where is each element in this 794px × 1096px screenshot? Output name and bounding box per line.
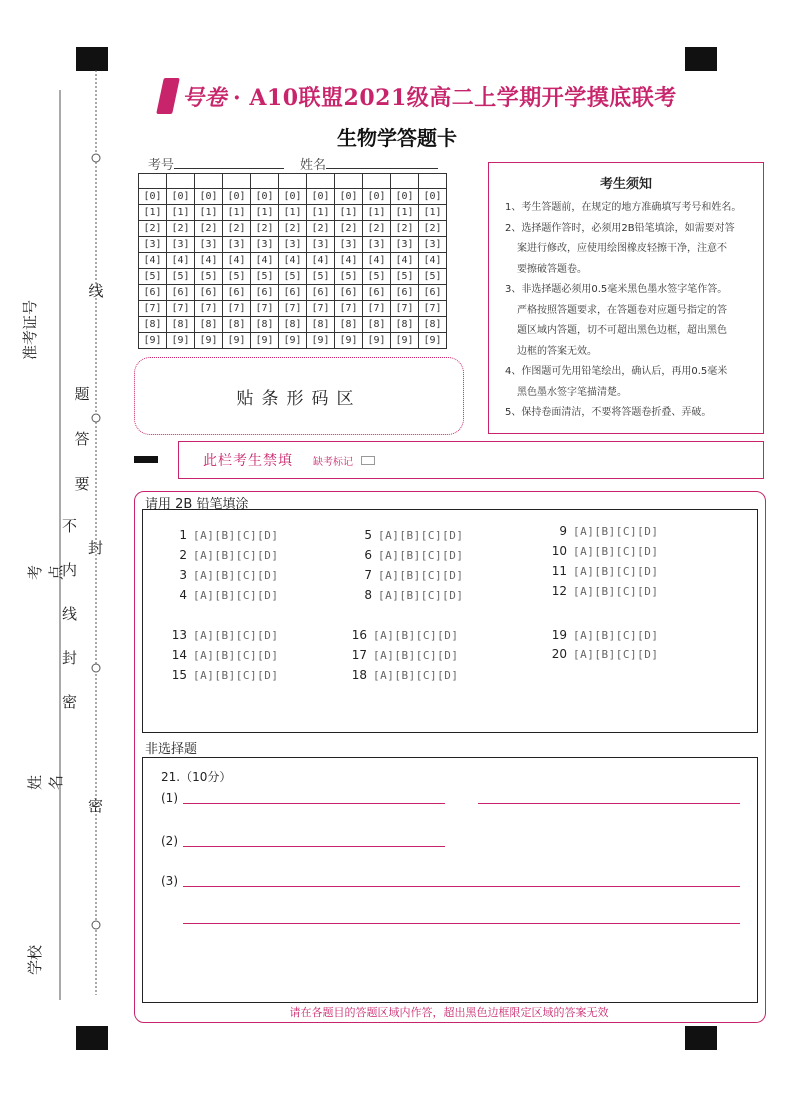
digit-bubble[interactable]: [9] [363, 333, 391, 349]
digit-bubble[interactable]: [0] [391, 189, 419, 205]
digit-bubble[interactable]: [3] [363, 237, 391, 253]
digit-entry-cell[interactable] [139, 174, 167, 189]
mc-question-15 [163, 668, 278, 682]
question-number: 1 [179, 528, 187, 542]
seal-char: 要 [74, 475, 90, 493]
digit-entry-cell[interactable] [251, 174, 279, 189]
seal-char: 封 [88, 539, 104, 557]
answer-options[interactable]: [A][B][C][D] [193, 628, 279, 642]
answer-options[interactable]: [A][B][C][D] [378, 528, 464, 542]
digit-bubble[interactable]: [5] [335, 269, 363, 285]
digit-bubble[interactable]: [2] [363, 221, 391, 237]
seal-char: 不 [62, 517, 78, 535]
notice-item: 1、考生答题前，在规定的地方准确填写考号和姓名。 [505, 202, 742, 213]
digit-bubble[interactable]: [2] [335, 221, 363, 237]
digit-entry-cell[interactable] [279, 174, 307, 189]
question-21-label: 21.（10分） [161, 770, 232, 784]
brand-logo-icon [156, 78, 180, 114]
digit-bubble[interactable]: [5] [391, 269, 419, 285]
name-label: 姓名 [300, 158, 327, 173]
mc-question-13 [163, 628, 278, 642]
seal-char: 答 [74, 430, 90, 448]
question-number: 3 [179, 568, 187, 582]
digit-bubble[interactable]: [9] [167, 333, 195, 349]
seal-char: 线 [88, 282, 104, 300]
digit-bubble[interactable]: [7] [391, 301, 419, 317]
mc-question-6 [348, 548, 463, 562]
question-number: 16 [351, 628, 367, 642]
digit-bubble[interactable]: [7] [139, 301, 167, 317]
notice-item: 5、保持卷面清洁，不要将答题卷折叠、弄破。 [505, 407, 712, 418]
part-3-label: (3) [161, 874, 178, 888]
digit-entry-cell[interactable] [223, 174, 251, 189]
digit-bubble[interactable]: [6] [279, 285, 307, 301]
digit-bubble[interactable]: [2] [195, 221, 223, 237]
mc-question-16 [343, 628, 458, 642]
mc-question-9 [543, 524, 658, 538]
digit-bubble[interactable]: [0] [195, 189, 223, 205]
absent-mark-checkbox[interactable] [361, 456, 375, 465]
part-2-label: (2) [161, 834, 178, 848]
digit-bubble[interactable]: [7] [419, 301, 447, 317]
digit-bubble[interactable]: [2] [391, 221, 419, 237]
digit-bubble[interactable]: [9] [223, 333, 251, 349]
digit-bubble[interactable]: [8] [335, 317, 363, 333]
digit-bubble[interactable]: [1] [419, 205, 447, 221]
digit-bubble[interactable]: [0] [363, 189, 391, 205]
digit-bubble[interactable]: [1] [167, 205, 195, 221]
answer-options[interactable]: [A][B][C][D] [373, 668, 459, 682]
digit-bubble[interactable]: [0] [223, 189, 251, 205]
part-3-answer-line-a[interactable] [183, 886, 740, 887]
digit-bubble[interactable]: [4] [139, 253, 167, 269]
answer-options[interactable]: [A][B][C][D] [193, 588, 279, 602]
label-name: 姓名 [26, 754, 65, 790]
digit-bubble[interactable]: [0] [167, 189, 195, 205]
digit-bubble[interactable]: [6] [363, 285, 391, 301]
question-number: 10 [551, 544, 567, 558]
digit-bubble[interactable]: [1] [139, 205, 167, 221]
answer-options[interactable]: [A][B][C][D] [378, 548, 464, 562]
seal-char: 线 [62, 605, 78, 623]
digit-bubble[interactable]: [9] [419, 333, 447, 349]
digit-bubble[interactable]: [4] [167, 253, 195, 269]
seal-char: 封 [62, 649, 78, 667]
digit-bubble[interactable]: [6] [167, 285, 195, 301]
digit-entry-cell[interactable] [391, 174, 419, 189]
digit-bubble[interactable]: [5] [251, 269, 279, 285]
label-exam-id: 准考证号 [21, 299, 39, 360]
digit-bubble[interactable]: [4] [363, 253, 391, 269]
mc-question-1 [163, 528, 278, 542]
digit-bubble[interactable]: [4] [279, 253, 307, 269]
digit-bubble[interactable]: [6] [223, 285, 251, 301]
question-number: 2 [179, 548, 187, 562]
digit-bubble[interactable]: [2] [223, 221, 251, 237]
digit-bubble[interactable]: [7] [195, 301, 223, 317]
mc-question-14 [163, 648, 278, 662]
digit-bubble[interactable]: [7] [167, 301, 195, 317]
digit-bubble[interactable]: [6] [391, 285, 419, 301]
corner-marker-bottom-right [685, 1026, 717, 1050]
question-number: 6 [364, 548, 372, 562]
digit-bubble[interactable]: [2] [139, 221, 167, 237]
answer-options[interactable]: [A][B][C][D] [193, 668, 279, 682]
digit-bubble[interactable]: [8] [139, 317, 167, 333]
digit-bubble[interactable]: [0] [307, 189, 335, 205]
digit-bubble[interactable]: [9] [279, 333, 307, 349]
part-1-label: (1) [161, 791, 178, 805]
mc-question-7 [348, 568, 463, 582]
mc-question-2 [163, 548, 278, 562]
digit-bubble[interactable]: [0] [139, 189, 167, 205]
mc-question-8 [348, 588, 463, 602]
notice-item: 2、选择题作答时，必须用2B铅笔填涂，如需要对答 [505, 222, 735, 234]
question-number: 19 [551, 628, 567, 642]
question-number: 7 [364, 568, 372, 582]
seal-char: 密 [88, 797, 104, 815]
digit-bubble[interactable]: [8] [391, 317, 419, 333]
digit-bubble[interactable]: [4] [195, 253, 223, 269]
digit-entry-cell[interactable] [335, 174, 363, 189]
mc-question-11 [543, 564, 658, 578]
digit-bubble[interactable]: [9] [195, 333, 223, 349]
question-number: 18 [351, 668, 367, 682]
digit-bubble[interactable]: [8] [307, 317, 335, 333]
mc-question-20 [543, 647, 658, 661]
multiple-choice-box [142, 509, 758, 733]
footer-warning: 请在各题目的答题区域内作答，超出黑色边框限定区域的答案无效 [289, 1006, 609, 1019]
digit-entry-cell[interactable] [195, 174, 223, 189]
digit-bubble[interactable]: [3] [335, 237, 363, 253]
digit-bubble[interactable]: [3] [167, 237, 195, 253]
digit-bubble[interactable]: [3] [307, 237, 335, 253]
digit-bubble[interactable]: [7] [279, 301, 307, 317]
digit-bubble[interactable]: [1] [307, 205, 335, 221]
question-number: 20 [551, 647, 567, 661]
part-1-answer-line-a[interactable] [183, 803, 445, 804]
digit-bubble[interactable]: [1] [363, 205, 391, 221]
digit-bubble[interactable]: [5] [139, 269, 167, 285]
nonmc-section-label: 非选择题 [145, 742, 198, 757]
digit-bubble[interactable]: [1] [251, 205, 279, 221]
staff-only-label: 此栏考生禁填 [203, 453, 293, 469]
seal-char: 密 [62, 693, 78, 711]
notice-item: 3、非选择题必须用0.5毫米黑色墨水签字笔作答。 [505, 284, 728, 295]
digit-bubble[interactable]: [5] [195, 269, 223, 285]
question-number: 5 [364, 528, 372, 542]
digit-bubble[interactable]: [4] [223, 253, 251, 269]
answer-options[interactable]: [A][B][C][D] [573, 628, 659, 642]
exam-number-bubble-grid[interactable] [138, 173, 447, 349]
part-2-answer-line[interactable] [183, 846, 445, 847]
digit-bubble[interactable]: [9] [335, 333, 363, 349]
digit-bubble[interactable]: [6] [335, 285, 363, 301]
answer-options[interactable]: [A][B][C][D] [573, 647, 659, 661]
answer-options[interactable]: [A][B][C][D] [193, 548, 279, 562]
exam-number-label: 考号 [148, 158, 175, 173]
digit-bubble[interactable]: [4] [391, 253, 419, 269]
digit-entry-cell[interactable] [363, 174, 391, 189]
notice-title: 考生须知 [599, 177, 652, 192]
notice-item: 黑色墨水签字笔描清楚。 [517, 386, 627, 398]
digit-bubble[interactable]: [1] [223, 205, 251, 221]
answer-options[interactable]: [A][B][C][D] [573, 524, 659, 538]
question-number: 15 [171, 668, 187, 682]
digit-bubble[interactable]: [6] [251, 285, 279, 301]
answer-options[interactable]: [A][B][C][D] [193, 568, 279, 582]
digit-bubble[interactable]: [8] [195, 317, 223, 333]
mc-question-10 [543, 544, 658, 558]
digit-bubble[interactable]: [8] [419, 317, 447, 333]
question-number: 8 [364, 588, 372, 602]
section-marker [134, 456, 158, 463]
digit-bubble[interactable]: [0] [251, 189, 279, 205]
digit-bubble[interactable]: [3] [195, 237, 223, 253]
part-1-answer-line-b[interactable] [478, 803, 740, 804]
digit-bubble[interactable]: [9] [139, 333, 167, 349]
notice-item: 要擦破答题卷。 [517, 263, 587, 275]
label-exam-site: 考点 [26, 544, 65, 580]
digit-bubble[interactable]: [7] [251, 301, 279, 317]
digit-bubble[interactable]: [6] [307, 285, 335, 301]
digit-bubble[interactable]: [5] [363, 269, 391, 285]
non-choice-box [142, 757, 758, 1003]
question-number: 13 [171, 628, 187, 642]
answer-options[interactable]: [A][B][C][D] [378, 588, 464, 602]
digit-bubble[interactable]: [7] [307, 301, 335, 317]
digit-bubble[interactable]: [9] [251, 333, 279, 349]
answer-options[interactable]: [A][B][C][D] [373, 628, 459, 642]
digit-bubble[interactable]: [2] [167, 221, 195, 237]
mc-question-19 [543, 628, 658, 642]
digit-bubble[interactable]: [4] [251, 253, 279, 269]
digit-bubble[interactable]: [5] [419, 269, 447, 285]
digit-bubble[interactable]: [1] [195, 205, 223, 221]
answer-options[interactable]: [A][B][C][D] [378, 568, 464, 582]
exam-title [160, 76, 720, 116]
digit-bubble[interactable]: [4] [307, 253, 335, 269]
brand-logo-text: 号卷 [182, 84, 228, 111]
digit-bubble[interactable]: [3] [279, 237, 307, 253]
digit-bubble[interactable]: [0] [279, 189, 307, 205]
digit-bubble[interactable]: [2] [307, 221, 335, 237]
seal-char: 内 [62, 561, 78, 579]
digit-bubble[interactable]: [6] [139, 285, 167, 301]
part-3-answer-line-b[interactable] [183, 923, 740, 924]
digit-entry-cell[interactable] [419, 174, 447, 189]
question-number: 17 [351, 648, 367, 662]
question-number: 11 [551, 564, 567, 578]
digit-bubble[interactable]: [1] [335, 205, 363, 221]
notice-item: 案进行修改，应使用绘图橡皮轻擦干净，注意不 [517, 243, 727, 254]
answer-options[interactable]: [A][B][C][D] [573, 584, 659, 598]
digit-bubble[interactable]: [0] [419, 189, 447, 205]
digit-bubble[interactable]: [3] [223, 237, 251, 253]
candidate-notice [488, 162, 764, 434]
digit-bubble[interactable]: [7] [363, 301, 391, 317]
question-number: 14 [171, 648, 187, 662]
exam-number-field[interactable] [148, 154, 284, 173]
digit-entry-cell[interactable] [307, 174, 335, 189]
digit-bubble[interactable]: [9] [391, 333, 419, 349]
digit-bubble[interactable]: [8] [363, 317, 391, 333]
digit-bubble[interactable]: [5] [279, 269, 307, 285]
answer-options[interactable]: [A][B][C][D] [193, 528, 279, 542]
digit-bubble[interactable]: [5] [167, 269, 195, 285]
answer-options[interactable]: [A][B][C][D] [373, 648, 459, 662]
digit-bubble[interactable]: [8] [223, 317, 251, 333]
answer-options[interactable]: [A][B][C][D] [573, 544, 659, 558]
digit-bubble[interactable]: [3] [139, 237, 167, 253]
digit-bubble[interactable]: [8] [167, 317, 195, 333]
mc-question-18 [343, 668, 458, 682]
digit-bubble[interactable]: [2] [279, 221, 307, 237]
notice-item: 题区域内答题，切不可超出黑色边框，超出黑色 [517, 325, 727, 336]
digit-bubble[interactable]: [2] [419, 221, 447, 237]
digit-bubble[interactable]: [6] [419, 285, 447, 301]
absent-mark-label: 缺考标记 [313, 456, 353, 468]
digit-bubble[interactable]: [5] [223, 269, 251, 285]
digit-bubble[interactable]: [6] [195, 285, 223, 301]
answer-options[interactable]: [A][B][C][D] [573, 564, 659, 578]
digit-bubble[interactable]: [3] [391, 237, 419, 253]
digit-bubble[interactable]: [3] [251, 237, 279, 253]
answer-options[interactable]: [A][B][C][D] [193, 648, 279, 662]
seal-char: 题 [74, 385, 90, 403]
seal-text-lower [62, 515, 102, 815]
digit-bubble[interactable]: [9] [307, 333, 335, 349]
digit-entry-cell[interactable] [167, 174, 195, 189]
mc-question-17 [343, 648, 458, 662]
digit-bubble[interactable]: [8] [279, 317, 307, 333]
digit-bubble[interactable]: [1] [279, 205, 307, 221]
answer-sheet-title: 生物学答题卡 [337, 126, 457, 150]
mc-question-4 [163, 588, 278, 602]
digit-bubble[interactable]: [5] [307, 269, 335, 285]
notice-item: 4、作图题可先用铅笔绘出，确认后，再用0.5毫米 [505, 366, 728, 377]
staff-only-bar [178, 441, 764, 479]
notice-item: 严格按照答题要求，在答题卷对应题号指定的答 [517, 304, 727, 316]
seal-text-column [74, 280, 106, 496]
digit-bubble[interactable]: [7] [223, 301, 251, 317]
notice-item: 边框的答案无效。 [517, 345, 597, 357]
mc-question-3 [163, 568, 278, 582]
digit-bubble[interactable]: [4] [335, 253, 363, 269]
question-number: 12 [551, 584, 567, 598]
mc-question-12 [543, 584, 658, 598]
digit-bubble[interactable]: [7] [335, 301, 363, 317]
name-field[interactable] [300, 154, 438, 173]
corner-marker-top-right [685, 47, 717, 71]
exam-title-text: · A10联盟2021级高二上学期开学摸底联考 [233, 84, 677, 111]
digit-bubble[interactable]: [1] [391, 205, 419, 221]
question-number: 4 [179, 588, 187, 602]
barcode-area: 贴条形码区 [134, 357, 464, 435]
digit-bubble[interactable]: [8] [251, 317, 279, 333]
question-number: 9 [559, 524, 567, 538]
mc-question-5 [348, 528, 463, 542]
label-school: 学校 [26, 944, 44, 975]
digit-bubble[interactable]: [0] [335, 189, 363, 205]
digit-bubble[interactable]: [4] [419, 253, 447, 269]
digit-bubble[interactable]: [3] [419, 237, 447, 253]
mc-section-label: 请用 2B 铅笔填涂 [145, 497, 249, 512]
digit-bubble[interactable]: [2] [251, 221, 279, 237]
